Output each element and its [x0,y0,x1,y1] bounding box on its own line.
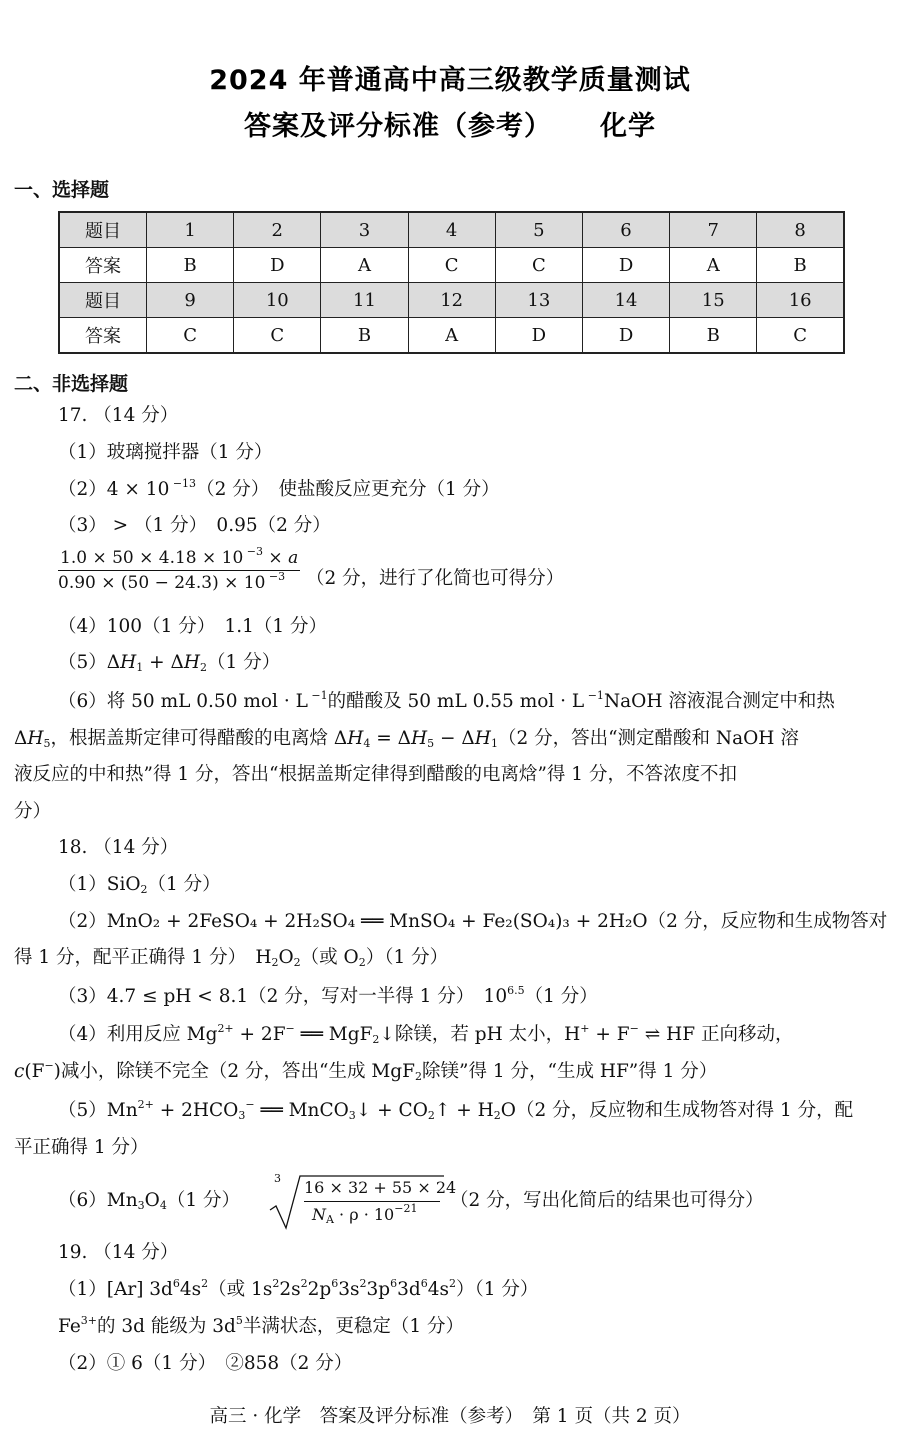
root-denominator [312,1202,418,1226]
subscript: 4 [159,1199,167,1212]
table-row [59,212,844,248]
exponent: 6.5 [507,984,525,997]
table-cell: B [670,318,757,354]
table-cell: C [147,318,234,354]
text-run: 3d [397,1279,421,1300]
text-run: （或 1s [208,1279,273,1300]
text-run: （或 O [300,947,359,968]
root-numerator: 16 × 32 + 55 × 24 [304,1178,457,1197]
table-cell: C [408,248,495,283]
table-cell: D [582,248,669,283]
text-run: ↑ + H [434,1100,494,1121]
subscript: 3 [137,1199,145,1212]
text-run: （3）4.7 ≤ pH < 8.1（2 分，写对一半得 1 分） 10 [58,986,508,1007]
text-run: 3s [338,1279,360,1300]
text-run: + Δ [143,652,184,673]
q18-cube-root-expression [268,1172,457,1230]
text-run: Δ [14,728,28,749]
q19-part1-line1 [58,1278,538,1302]
table-cell: 答案 [59,318,147,354]
text-run: O [278,947,294,968]
table-cell: C [234,318,321,354]
exponent: + [580,1022,590,1035]
table-cell: 9 [147,283,234,318]
subscript: 4 [363,737,371,750]
table-row [59,318,844,354]
exponent: −21 [394,1202,418,1215]
exponent: 6 [390,1277,398,1290]
exponent: − [245,1098,255,1111]
exponent: 2 [272,1277,280,1290]
subscript: 2 [427,1109,435,1122]
subscript: 2 [200,661,208,674]
exponent: 2+ [137,1098,154,1111]
table-cell: A [670,248,757,283]
text-run: 的醋酸及 50 mL 0.55 mol · L [327,691,585,712]
text-run: ══ MnCO [254,1100,349,1121]
table-cell: B [147,248,234,283]
exponent: 2 [449,1277,456,1290]
page-title: 2024 年普通高中高三级教学质量测试 [209,65,691,96]
text-run: )减小，除镁不完全（2 分，答出“生成 MgF [53,1061,415,1082]
root-index: 3 [274,1172,281,1185]
text-run: （5）Δ [58,652,121,673]
text-run: （1）[Ar] 3d [58,1279,173,1300]
subscript: 2 [358,956,366,969]
text-run: 4s [427,1279,449,1300]
exponent: 2+ [217,1022,234,1035]
q17-part5 [58,651,280,675]
text-run: （2 分） 使盐酸反应更充分（1 分） [196,479,500,500]
text-run: （1 分） [147,874,221,895]
exponent: 2 [201,1277,209,1290]
table-cell: 12 [408,283,495,318]
subscript: 2 [271,956,279,969]
q18-part6 [58,1189,240,1213]
table-cell: 7 [670,212,757,248]
table-cell: C [495,248,582,283]
table-cell: A [408,318,495,354]
exponent: −3 [243,545,264,558]
text-run: ）（1 分） [456,1279,539,1300]
table-cell: 16 [757,283,844,318]
subscript: 2 [415,1070,422,1083]
q17-part3: （3） > （1 分） 0.95（2 分） [58,515,331,536]
table-cell: 14 [582,283,669,318]
exponent: −1 [584,689,604,702]
q19-title: 19. （14 分） [58,1242,179,1263]
variable: H [411,728,428,749]
text-run: 除镁”得 1 分，“生成 HF”得 1 分） [422,1061,718,1082]
text-run: O [144,1190,160,1211]
table-cell: 5 [495,212,582,248]
q18-title: 18. （14 分） [58,837,179,858]
table-cell: A [321,248,408,283]
text-run: ，根据盖斯定律可得醋酸的电离焓 Δ [50,728,348,749]
exponent: 6 [420,1277,428,1290]
table-cell: 题目 [59,283,147,318]
text-run: 半满状态，更稳定（1 分） [242,1316,465,1337]
text-run: 得 1 分，配平正确得 1 分） H [14,947,272,968]
page-subtitle [0,104,900,143]
exponent: 2 [359,1277,367,1290]
q19-part2: （2）① 6（1 分） ②858（2 分） [58,1353,353,1374]
text-run: O（2 分，反应物和生成物答对得 1 分，配 [500,1100,854,1121]
subscript: 2 [293,956,301,969]
table-cell: 3 [321,212,408,248]
exponent: − [44,1059,54,1072]
text-run: = Δ [370,728,412,749]
subtitle-text: 答案及评分标准（参考） [244,111,552,142]
text-run: ↓ + CO [355,1100,428,1121]
table-cell: D [495,318,582,354]
text-run: （1 分） [166,1190,240,1211]
answer-table [58,211,845,354]
table-cell: 4 [408,212,495,248]
text-run: （1 分） [207,652,281,673]
exponent: 6 [172,1277,180,1290]
section-non-choice-heading: 二、非选择题 [14,373,129,395]
text-run: NaOH 溶液混合测定中和热 [603,691,835,712]
section-multiple-choice-heading: 一、选择题 [14,179,110,201]
q17-fraction [58,545,300,593]
text-run: 的 3d 能级为 3d [97,1316,236,1337]
text-run: 1.0 × 50 × 4.18 × 10 [60,548,244,568]
text-run: × [263,548,289,568]
exponent: − [285,1022,295,1035]
variable: H [347,728,364,749]
variable: N [312,1205,326,1224]
text-run: （6）Mn [58,1190,138,1211]
table-cell: 8 [757,212,844,248]
exponent: 3+ [80,1314,97,1327]
q17-part6-line4: 分） [14,801,52,822]
table-cell: D [582,318,669,354]
table-cell: 15 [670,283,757,318]
text-run: 2s [279,1279,301,1300]
text-run: （4）利用反应 Mg [58,1024,218,1045]
q18-part4-line2 [14,1060,717,1084]
q18-part3 [58,985,598,1009]
text-run: （2）4 × 10 [58,479,170,500]
q17-part6-line2 [14,727,799,751]
table-cell: 10 [234,283,321,318]
q18-part5-line1 [58,1099,853,1123]
q17-part6-line3: 液反应的中和热”得 1 分，答出“根据盖斯定律得到醋酸的电离焓”得 1 分，不答浓度不扣 [14,764,737,785]
subscript: 3 [348,1109,356,1122]
q18-part6-note: （2 分，写出化简后的结果也可得分） [450,1190,764,1211]
exponent: −3 [265,570,286,583]
q17-part2 [58,478,500,502]
q17-part4: （4）100（1 分） 1.1（1 分） [58,616,328,637]
text-run: 3p [366,1279,391,1300]
subscript: 5 [43,737,51,750]
text-run: Fe [58,1316,81,1337]
q17-title: 17. （14 分） [58,405,179,426]
q18-part5-line2: 平正确得 1 分） [14,1137,149,1158]
q17-part1: （1）玻璃搅拌器（1 分） [58,442,273,463]
variable: a [288,548,299,568]
table-cell: 答案 [59,248,147,283]
fraction-bar [304,1201,440,1202]
table-cell: C [757,318,844,354]
table-cell: D [234,248,321,283]
subscript: 1 [136,661,144,674]
text-run: （1 分） [524,986,598,1007]
text-run: （2 分，答出“测定醋酸和 NaOH 溶 [497,728,799,749]
text-run: ⇌ HF 正向移动， [638,1024,794,1045]
table-cell: B [321,318,408,354]
table-cell: 13 [495,283,582,318]
variable: H [120,652,137,673]
subscript: 2 [140,883,148,896]
table-cell: 2 [234,212,321,248]
q18-part2-line2 [14,946,448,970]
table-cell: B [757,248,844,283]
variable: H [27,728,44,749]
variable: c [14,1061,25,1082]
table-cell: 1 [147,212,234,248]
q17-part6-line1 [58,690,835,714]
text-run: （5）Mn [58,1100,138,1121]
text-run: 4s [179,1279,202,1300]
subscript: 3 [238,1109,246,1122]
text-run: （1）SiO [58,874,141,895]
text-run: (F [24,1061,45,1082]
subscript: A [326,1213,334,1226]
exponent: 6 [331,1277,339,1290]
q19-part1-line2 [58,1315,464,1339]
subject-label: 化学 [600,111,656,142]
text-run: ）（1 分） [365,947,449,968]
subscript: 2 [372,1033,380,1046]
text-run: （6）将 50 mL 0.50 mol · L [58,691,308,712]
exponent: − [629,1022,639,1035]
text-run: ══ MgF [294,1024,373,1045]
text-run: + 2HCO [153,1100,239,1121]
table-cell: 题目 [59,212,147,248]
subscript: 2 [493,1109,501,1122]
fraction-denominator [58,571,300,593]
exponent: 2 [300,1277,308,1290]
text-run: − Δ [434,728,475,749]
q18-part2-line1: （2）MnO₂ + 2FeSO₄ + 2H₂SO₄ ══ MnSO₄ + Fe₂(SO₄)₃ + 2H₂O（2 分，反应物和生成物答对 [58,911,888,932]
subscript: 1 [490,737,498,750]
text-run: 2p [307,1279,332,1300]
text-run: ↓除镁，若 pH 太小，H [379,1024,581,1045]
exponent: −1 [307,689,328,702]
text-run: + 2F [233,1024,286,1045]
table-cell: 6 [582,212,669,248]
text-run: + F [589,1024,630,1045]
page-footer: 高三 · 化学 答案及评分标准（参考） 第 1 页（共 2 页） [209,1406,691,1427]
q18-part1 [58,873,221,897]
table-cell: 11 [321,283,408,318]
text-run: 0.90 × (50 − 24.3) × 10 [58,573,266,593]
text-run: · ρ · 10 [333,1205,395,1224]
variable: H [474,728,491,749]
table-row [59,283,844,318]
q17-fraction-note: （2 分，进行了化简也可得分） [306,568,565,589]
exponent: −13 [169,477,197,490]
subscript: 5 [427,737,435,750]
fraction-numerator [58,545,300,571]
exponent: 5 [235,1314,243,1327]
table-row [59,248,844,283]
q18-part4-line1 [58,1023,793,1047]
variable: H [183,652,201,673]
